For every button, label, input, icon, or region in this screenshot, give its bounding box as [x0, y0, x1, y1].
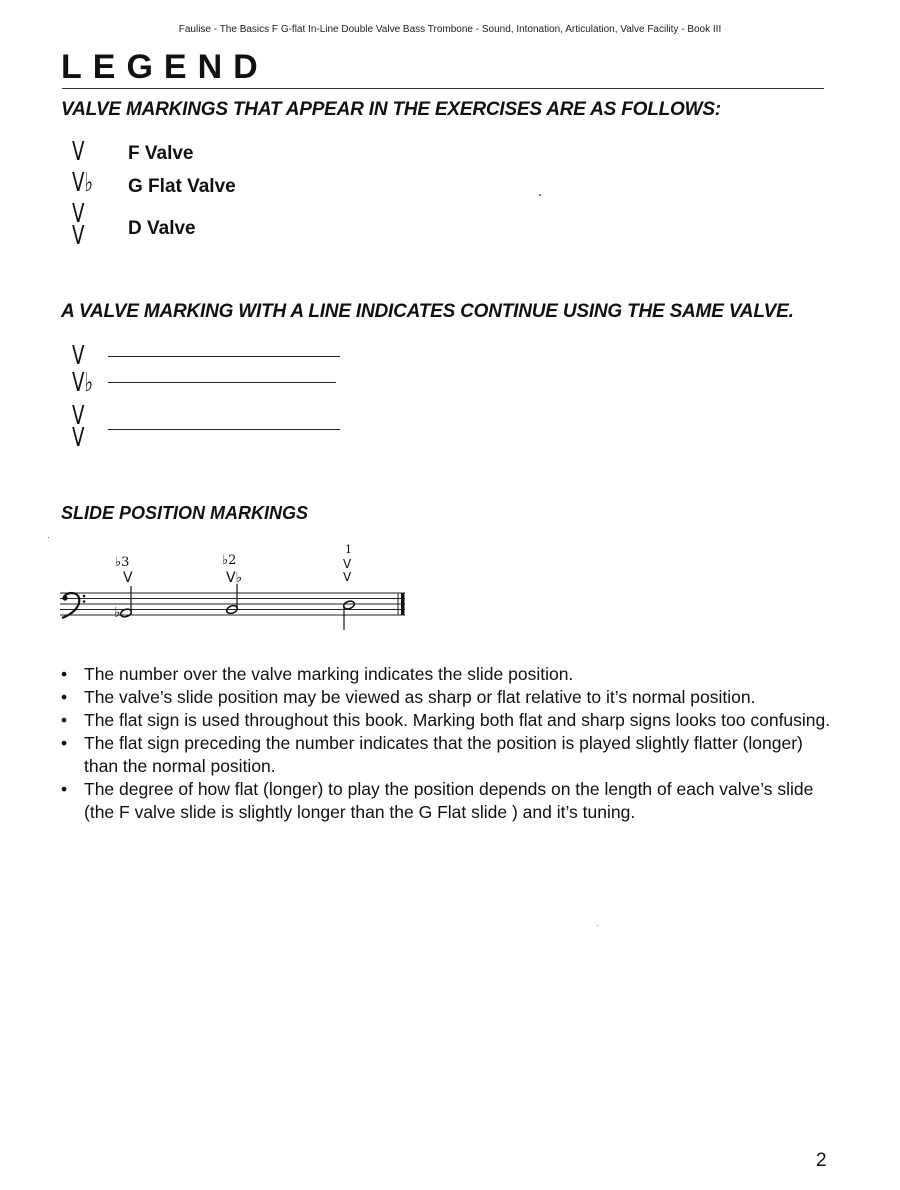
- notes-list: [61, 663, 841, 824]
- valve-marking-label: V♭: [226, 570, 243, 586]
- d-valve-label: D Valve: [128, 218, 196, 239]
- v-icon: V: [72, 137, 85, 167]
- speck-mark: [597, 925, 598, 926]
- speck-mark: [539, 194, 541, 196]
- page-number: 2: [816, 1150, 827, 1171]
- music-staff-example: [55, 538, 415, 633]
- speck-mark: [48, 537, 49, 538]
- v-flat-icon: V♭: [72, 168, 94, 198]
- continuation-line: [108, 429, 340, 430]
- double-v-icon: [343, 557, 352, 584]
- v-flat-icon: V♭: [72, 368, 94, 398]
- bass-clef-icon: [62, 593, 85, 618]
- continuation-line: [108, 356, 340, 357]
- continuation-line: [108, 382, 336, 383]
- list-item: • The flat sign preceding the number indicates that the position is played slightly flatter (longer) than the normal position.: [61, 732, 841, 778]
- f-valve-label: F Valve: [128, 143, 194, 164]
- svg-text:V: V: [343, 570, 352, 584]
- running-head: Faulise - The Basics F G-flat In-Line Double Valve Bass Trombone - Sound, Intonation, Articulation, Valve Facility - Book III: [178, 24, 722, 35]
- v-icon: V: [72, 341, 85, 371]
- svg-text:V: V: [343, 557, 352, 571]
- slide-position-label: ♭3: [115, 555, 130, 570]
- list-item: • The valve’s slide position may be viewed as sharp or flat relative to it’s normal position.: [61, 686, 841, 709]
- double-v-icon: V V: [72, 401, 85, 453]
- note-c: [226, 584, 239, 615]
- continue-valve-heading: A VALVE MARKING WITH A LINE INDICATES CONTINUE USING THE SAME VALVE.: [61, 301, 794, 322]
- title-divider: [62, 88, 824, 89]
- svg-text:♭: ♭: [114, 605, 121, 621]
- staff-lines: [60, 593, 405, 615]
- slide-position-label: ♭2: [222, 553, 237, 568]
- slide-position-heading: SLIDE POSITION MARKINGS: [61, 503, 309, 523]
- page-title: LEGEND: [61, 48, 269, 86]
- slide-position-label: 1: [345, 543, 352, 556]
- list-item: • The flat sign is used throughout this book. Marking both flat and sharp signs looks too confusing.: [61, 709, 841, 732]
- final-barline: [401, 593, 405, 615]
- list-item: • The degree of how flat (longer) to play the position depends on the length of each valve’s slide (the F valve slide is slightly longer than the G Flat slide ) and it’s tuning.: [61, 778, 841, 824]
- double-v-icon: V V: [72, 199, 85, 251]
- valve-markings-heading: VALVE MARKINGS THAT APPEAR IN THE EXERCISES ARE AS FOLLOWS:: [61, 99, 721, 120]
- g-flat-valve-label: G Flat Valve: [128, 176, 236, 197]
- list-item: • The number over the valve marking indicates the slide position.: [61, 663, 841, 686]
- valve-marking-label: V: [123, 570, 133, 586]
